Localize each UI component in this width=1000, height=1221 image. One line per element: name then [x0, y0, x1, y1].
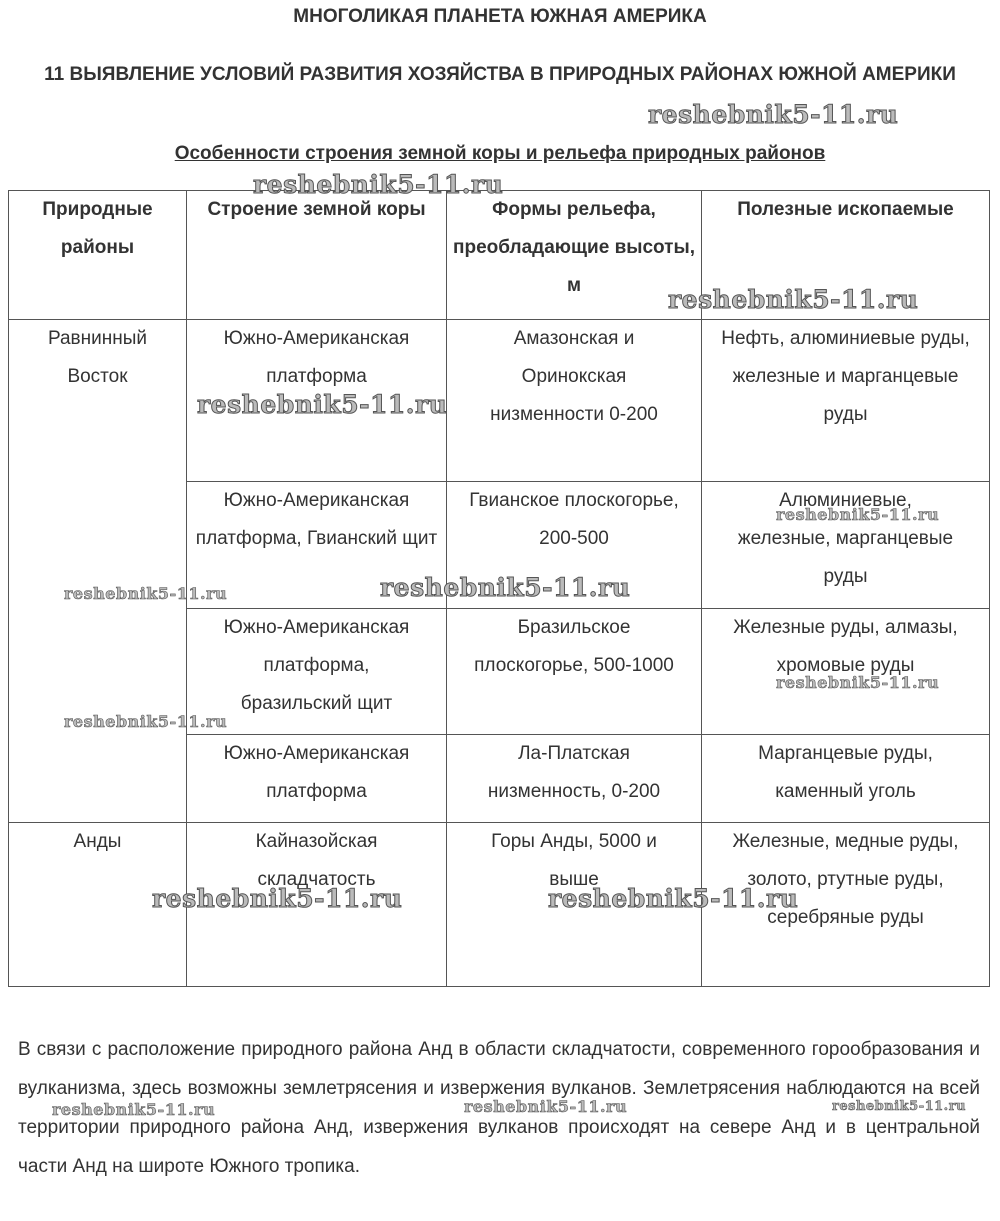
table-cell: Амазонская и Оринокская низменности 0-200 [447, 320, 702, 482]
table-cell: Железные, медные руды, золото, ртутные руды, серебряные руды [702, 823, 990, 987]
page-subtitle: 11 ВЫЯВЛЕНИЕ УСЛОВИЙ РАЗВИТИЯ ХОЗЯЙСТВА В ПРИРОДНЫХ РАЙОНАХ ЮЖНОЙ АМЕРИКИ [44, 64, 956, 85]
watermark: reshebnik5-11.ru [253, 170, 504, 199]
table-cell: Южно-Американская платформа, Гвианский щит [187, 482, 447, 609]
watermark: reshebnik5-11.ru [776, 673, 940, 692]
table-cell: Южно-Американская платформа, бразильский щит [187, 609, 447, 735]
header-cell: Природные районы [9, 191, 187, 320]
table-cell: Южно-Американская платформа [187, 735, 447, 823]
header-cell: Строение земной коры [187, 191, 447, 320]
relief-table [8, 190, 990, 987]
table-row [9, 823, 990, 987]
watermark: reshebnik5-11.ru [197, 390, 448, 419]
watermark: reshebnik5-11.ru [152, 884, 403, 913]
region-cell: Анды [9, 823, 187, 987]
watermark: reshebnik5-11.ru [64, 584, 228, 603]
table-cell: Бразильское плоскогорье, 500-1000 [447, 609, 702, 735]
watermark: reshebnik5-11.ru [668, 285, 919, 314]
watermark: reshebnik5-11.ru [64, 712, 228, 731]
watermark: reshebnik5-11.ru [464, 1097, 628, 1116]
table-caption: Особенности строения земной коры и рельефа природных районов [174, 143, 826, 164]
watermark: reshebnik5-11.ru [380, 573, 631, 602]
header-cell: Полезные ископаемые [702, 191, 990, 320]
table-cell: Горы Анды, 5000 и выше [447, 823, 702, 987]
table-cell: Железные руды, алмазы, хромовые руды [702, 609, 990, 735]
table-header-row [9, 191, 990, 320]
watermark: reshebnik5-11.ru [776, 505, 940, 524]
table-cell: Нефть, алюминиевые руды, железные и марганцевые руды [702, 320, 990, 482]
conclusion-paragraph: В связи с расположение природного района Анд в области складчатости, современного горообразования и вулканизма, здесь возможны землетрясения и извержения вулканов. Землетрясения наблюдаются на всей территории природного района Анд, извержения вулканов происходят на севере Анд и в центральной части Анд на широте Южного тропика. [18, 1039, 980, 1177]
watermark: reshebnik5-11.ru [648, 100, 899, 129]
header-cell: Формы рельефа, преобладающие высоты, м [447, 191, 702, 320]
table-cell: Южно-Американская платформа [187, 320, 447, 482]
watermark: reshebnik5-11.ru [832, 1099, 967, 1114]
page-title: МНОГОЛИКАЯ ПЛАНЕТА ЮЖНАЯ АМЕРИКА [293, 6, 707, 27]
table-cell: Гвианское плоскогорье, 200-500 [447, 482, 702, 609]
table-cell: Кайназойская складчатость [187, 823, 447, 987]
table-cell: Ла-Платская низменность, 0-200 [447, 735, 702, 823]
watermark: reshebnik5-11.ru [548, 884, 799, 913]
watermark: reshebnik5-11.ru [52, 1100, 216, 1119]
table-cell: Алюминиевые, железные, марганцевые руды [702, 482, 990, 609]
region-cell: Равнинный Восток [9, 320, 187, 823]
table-row [9, 320, 990, 482]
table-cell: Марганцевые руды, каменный уголь [702, 735, 990, 823]
